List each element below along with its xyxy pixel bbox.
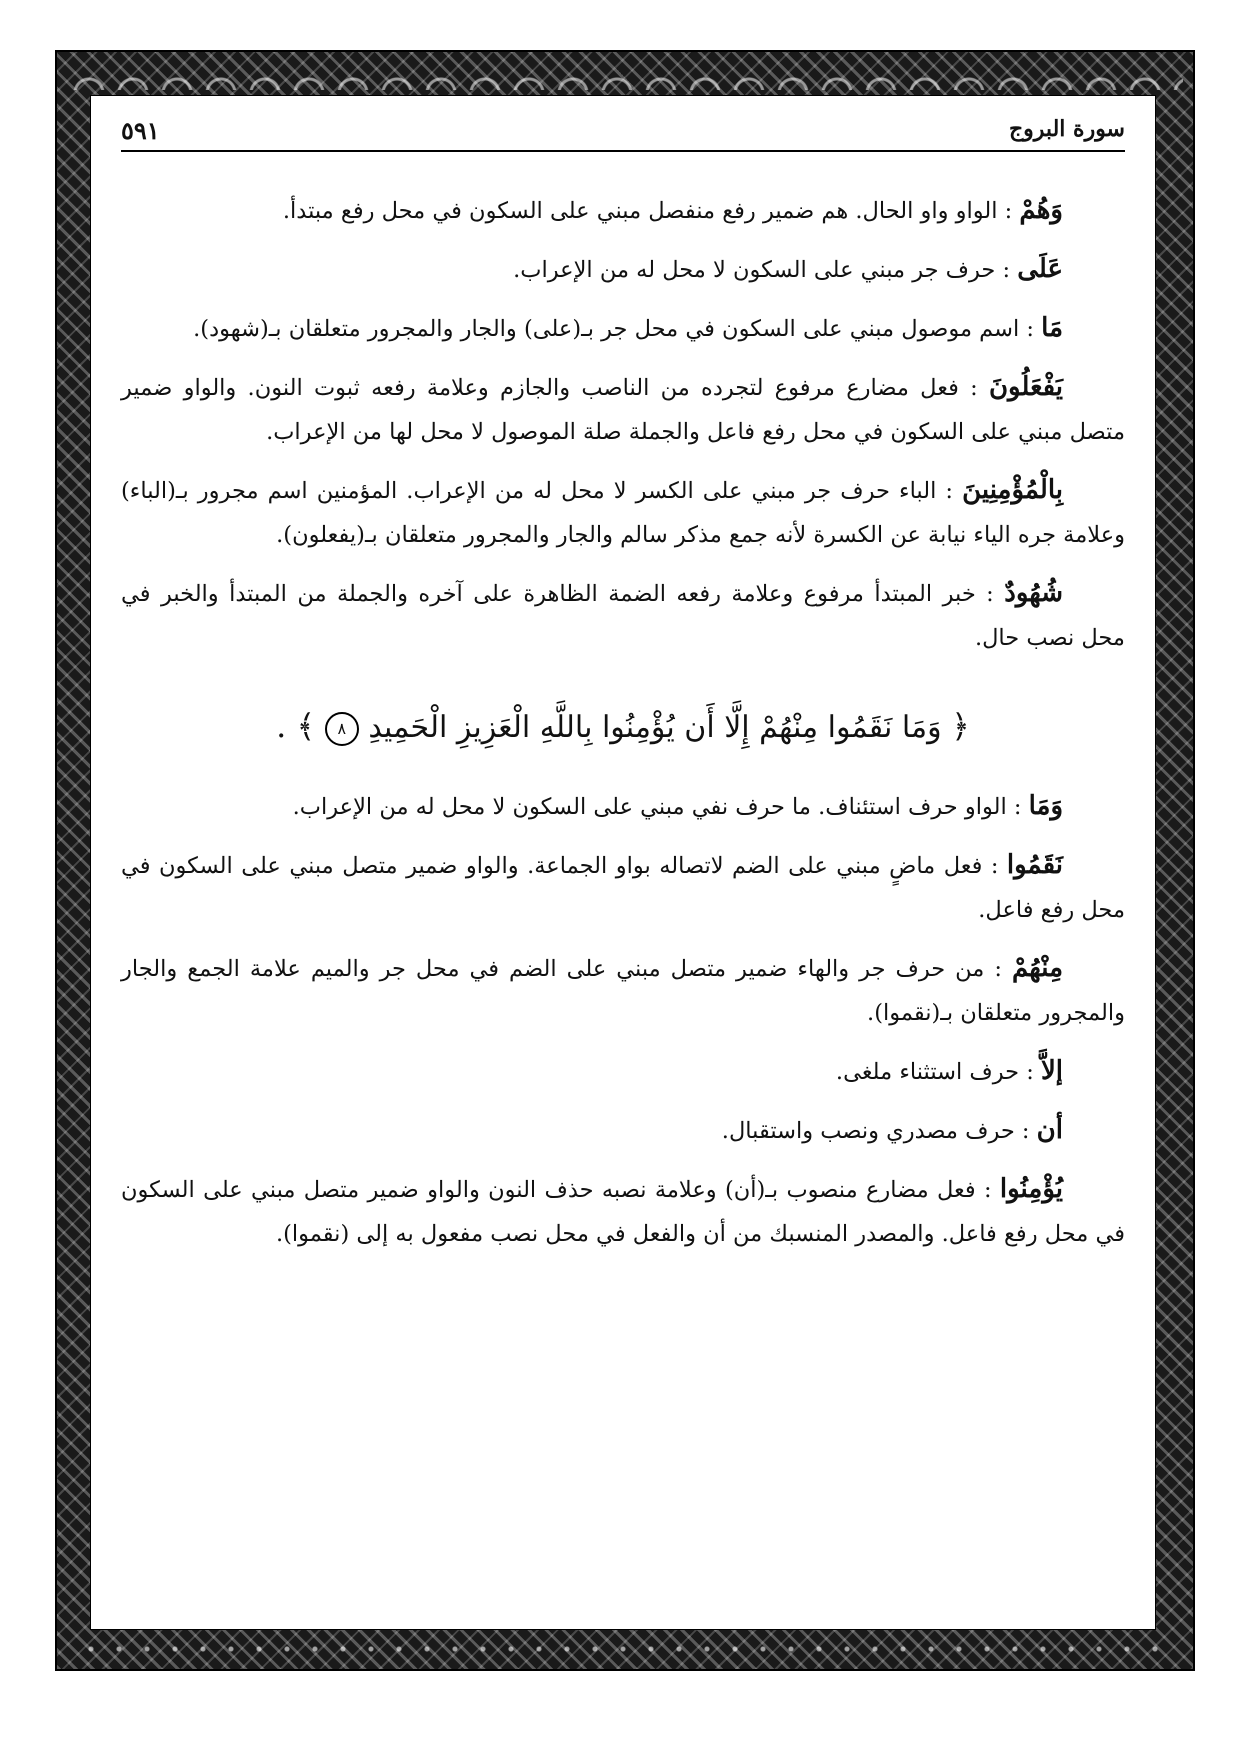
verse-close-bracket: ﴾ . [276,707,316,745]
entry [121,365,1125,454]
entry-term: وَمَا [1028,791,1063,821]
verse-open-bracket: ﴿ [951,707,970,745]
entry [121,843,1125,932]
page [90,95,1156,1630]
entry [121,1167,1125,1256]
entry [121,247,1125,292]
entry [121,306,1125,351]
entry-text: : حرف مصدري ونصب واستقبال. [721,1118,1030,1144]
entry-text: : اسم موصول مبني على السكون في محل جر بـ(على) والجار والمجرور متعلقان بـ(شهود). [193,316,1034,342]
entry-term: إلاَّ [1040,1056,1063,1086]
entry-term: مِنْهُمْ [1011,953,1064,983]
entry-term: وَهُمْ [1019,195,1063,225]
entry [121,1108,1125,1153]
entry-text: : الباء حرف جر مبني على الكسر لا محل له من الإعراب. المؤمنين اسم مجرور بـ(الباء) وعلامة جره الياء نيابة عن الكسرة لأنه جمع مذكر سالم والجار والمجرور متعلقان بـ(يفعلون). [121,478,1125,548]
page-content [121,188,1125,1270]
surah-title: سورة البروج [1008,116,1125,142]
entry-term: بِالْمُؤْمِنِينَ [962,475,1064,505]
entry [121,571,1125,660]
entry-term: أن [1036,1115,1063,1145]
entry-text: : خبر المبتدأ مرفوع وعلامة رفعه الضمة الظاهرة على آخره والجملة من المبتدأ والخبر في محل نصب حال. [121,581,1125,651]
entry-text: : حرف استثناء ملغى. [835,1059,1034,1085]
entry-text: : حرف جر مبني على السكون لا محل له من الإعراب. [513,257,1011,283]
entry-term: يُؤْمِنُوا [999,1174,1063,1204]
entry [121,468,1125,557]
border-dot-ornament [77,1639,1173,1659]
page-header [121,110,1125,152]
entry-term: يَفْعَلُونَ [988,372,1064,402]
entry [121,1049,1125,1094]
entry-text: : من حرف جر والهاء ضمير متصل مبني على الضم في محل جر والميم علامة الجمع والجار والمجرور متعلقان بـ(نقموا). [121,956,1125,1026]
entry-term: مَا [1041,313,1063,343]
entry-term: نَقَمُوا [1006,850,1063,880]
entry-text: : فعل مضارع مرفوع لتجرده من الناصب والجازم وعلامة رفعه ثبوت النون. والواو ضمير متصل مبني على السكون في محل رفع فاعل والجملة صلة الموصول لا محل لها من الإعراب. [121,375,1125,445]
quran-verse [121,696,1125,758]
verse-text: وَمَا نَقَمُوا مِنْهُمْ إِلَّا أَن يُؤْمِنُوا بِاللَّهِ الْعَزِيزِ الْحَمِيدِ [368,710,942,745]
entry-text: : فعل ماضٍ مبني على الضم لاتصاله بواو الجماعة. والواو ضمير متصل مبني على السكون في محل رفع فاعل. [121,853,1125,923]
entry-term: شُهُودٌ [1004,578,1064,608]
border-scallop-ornament [67,60,1183,90]
entry [121,188,1125,233]
entry [121,784,1125,829]
entry [121,946,1125,1035]
page-number: ٥٩١ [121,116,160,145]
entry-text: : الواو حرف استئناف. ما حرف نفي مبني على السكون لا محل له من الإعراب. [292,794,1022,820]
entry-text: : الواو واو الحال. هم ضمير رفع منفصل مبني على السكون في محل رفع مبتدأ. [282,198,1013,224]
entry-text: : فعل مضارع منصوب بـ(أن) وعلامة نصبه حذف النون والواو ضمير متصل مبني على السكون في محل رفع فاعل. والمصدر المنسبك من أن والفعل في محل نصب مفعول به إلى (نقموا). [121,1177,1125,1247]
ayah-number-marker: ٨ [325,712,359,746]
entry-term: عَلَى [1017,254,1063,284]
